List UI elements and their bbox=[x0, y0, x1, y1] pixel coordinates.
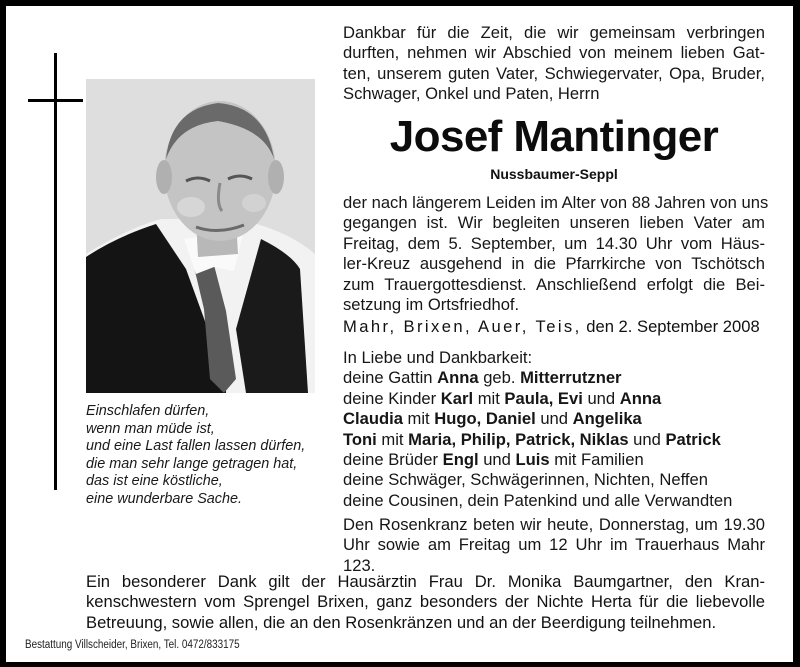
family-member-name: Claudia bbox=[343, 409, 403, 429]
portrait-photo bbox=[86, 79, 315, 393]
family-text: und bbox=[582, 388, 620, 408]
family-line bbox=[343, 491, 765, 511]
rosary-line: Den Rosenkranz beten wir heute, Donnerstag, um 19.30 bbox=[343, 515, 765, 534]
intro-line: Schwager, Onkel und Paten, Herrn bbox=[343, 84, 600, 104]
family-text: mit bbox=[376, 429, 409, 449]
portrait-image bbox=[86, 79, 315, 393]
poem bbox=[86, 403, 326, 509]
family-member-name: Angelika bbox=[572, 409, 642, 429]
family-text: deine Kinder bbox=[343, 388, 441, 408]
announcement-line: zum Trauergottesdienst. Anschließend erfolgt die Bei- bbox=[343, 274, 765, 294]
poem-line: Einschlafen dürfen, bbox=[86, 403, 210, 419]
family-member-name: Karl bbox=[440, 388, 474, 408]
family-line bbox=[343, 450, 765, 470]
family-member-name: Engl bbox=[442, 450, 479, 470]
announcement-line: ler-Kreuz ausgehend in die Pfarrkirche von Tschötsch bbox=[343, 254, 765, 274]
poem-line: eine wunderbare Sache. bbox=[86, 490, 243, 507]
family-member-name: Paula, Evi bbox=[504, 388, 583, 408]
family-text: deine Brüder bbox=[343, 450, 443, 470]
intro-line: durften, nehmen wir Abschied von meinem lieben Gat- bbox=[343, 43, 765, 63]
cross-icon-horizontal bbox=[28, 99, 83, 102]
announcement-line: Freitag, dem 5. September, um 14.30 Uhr vom Häus- bbox=[343, 233, 765, 253]
family-line bbox=[343, 389, 765, 409]
family-list bbox=[343, 348, 765, 511]
deceased-nickname: Nussbaumer-Seppl bbox=[490, 166, 618, 182]
family-member-name: Anna bbox=[619, 388, 662, 408]
family-text: mit bbox=[402, 409, 435, 429]
thanks-paragraph bbox=[86, 572, 765, 633]
family-text: deine Schwäger, Schwägerinnen, Nichten, Neffen bbox=[343, 470, 708, 490]
thanks-line: kenschwestern vom Sprengel Brixen, ganz besonders der Nichte Herta für die liebevolle bbox=[86, 592, 765, 612]
family-text: mit Familien bbox=[549, 450, 644, 470]
family-text: deine Gattin bbox=[343, 368, 438, 388]
family-text: und bbox=[478, 450, 516, 470]
family-text: und bbox=[535, 409, 573, 429]
family-line bbox=[343, 368, 765, 388]
family-member-name: Anna bbox=[437, 368, 479, 388]
family-member-name: Hugo, Daniel bbox=[434, 409, 536, 429]
poem-line: das ist eine köstliche, bbox=[86, 473, 223, 490]
family-member-name: Patrick bbox=[665, 429, 721, 449]
dateline bbox=[343, 317, 773, 337]
family-member-name: Maria, Philip, Patrick, Niklas bbox=[408, 429, 629, 449]
poem-line: die man sehr lange getragen hat, bbox=[86, 455, 298, 472]
rosary-line: Uhr sowie am Freitag um 12 Uhr im Trauerhaus Mahr bbox=[343, 535, 765, 555]
family-text: und bbox=[628, 429, 666, 449]
family-line bbox=[343, 409, 765, 429]
family-line bbox=[343, 430, 765, 450]
family-text: geb. bbox=[478, 368, 521, 388]
dateline-places: Mahr, Brixen, Auer, Teis, bbox=[343, 317, 582, 336]
announcement-line: setzung im Ortsfriedhof. bbox=[343, 295, 520, 315]
intro-paragraph bbox=[343, 23, 765, 105]
thanks-line: Ein besonderer Dank gilt der Hausärztin Frau Dr. Monika Baumgartner, den Kran- bbox=[86, 572, 765, 591]
family-member-name: Mitterrutzner bbox=[520, 368, 622, 388]
intro-line: Dankbar für die Zeit, die wir gemeinsam verbringen bbox=[343, 23, 765, 42]
family-line bbox=[343, 470, 765, 490]
poem-line: und eine Last fallen lassen dürfen, bbox=[86, 438, 306, 455]
cross-icon-vertical bbox=[54, 53, 57, 490]
rosary-paragraph bbox=[343, 515, 765, 576]
family-member-name: Luis bbox=[515, 450, 550, 470]
announcement-paragraph bbox=[343, 193, 769, 315]
family-text: deine Cousinen, dein Patenkind und alle Verwandten bbox=[343, 490, 733, 510]
intro-line: ten, unserem guten Vater, Schwiegervater, Opa, Bruder, bbox=[343, 63, 765, 83]
announcement-line: der nach längerem Leiden im Alter von 88 Jahren von uns bbox=[343, 193, 769, 212]
announcement-line: gegangen ist. Wir begleiten unseren lieben Vater am bbox=[343, 213, 765, 233]
dateline-date: den 2. September 2008 bbox=[586, 317, 760, 336]
rosary-line: 123. bbox=[343, 555, 376, 575]
thanks-line: Betreuung, sowie allen, die an den Rosenkränzen und an der Beerdigung teilnehmen. bbox=[86, 612, 717, 632]
family-member-name: Toni bbox=[343, 429, 377, 449]
family-text: mit bbox=[473, 388, 505, 408]
family-heading: In Liebe und Dankbarkeit: bbox=[343, 348, 533, 367]
deceased-name: Josef Mantinger bbox=[389, 112, 719, 161]
funeral-home-footer: Bestattung Villscheider, Brixen, Tel. 0472/833175 bbox=[25, 639, 240, 651]
poem-line: wenn man müde ist, bbox=[86, 420, 215, 437]
